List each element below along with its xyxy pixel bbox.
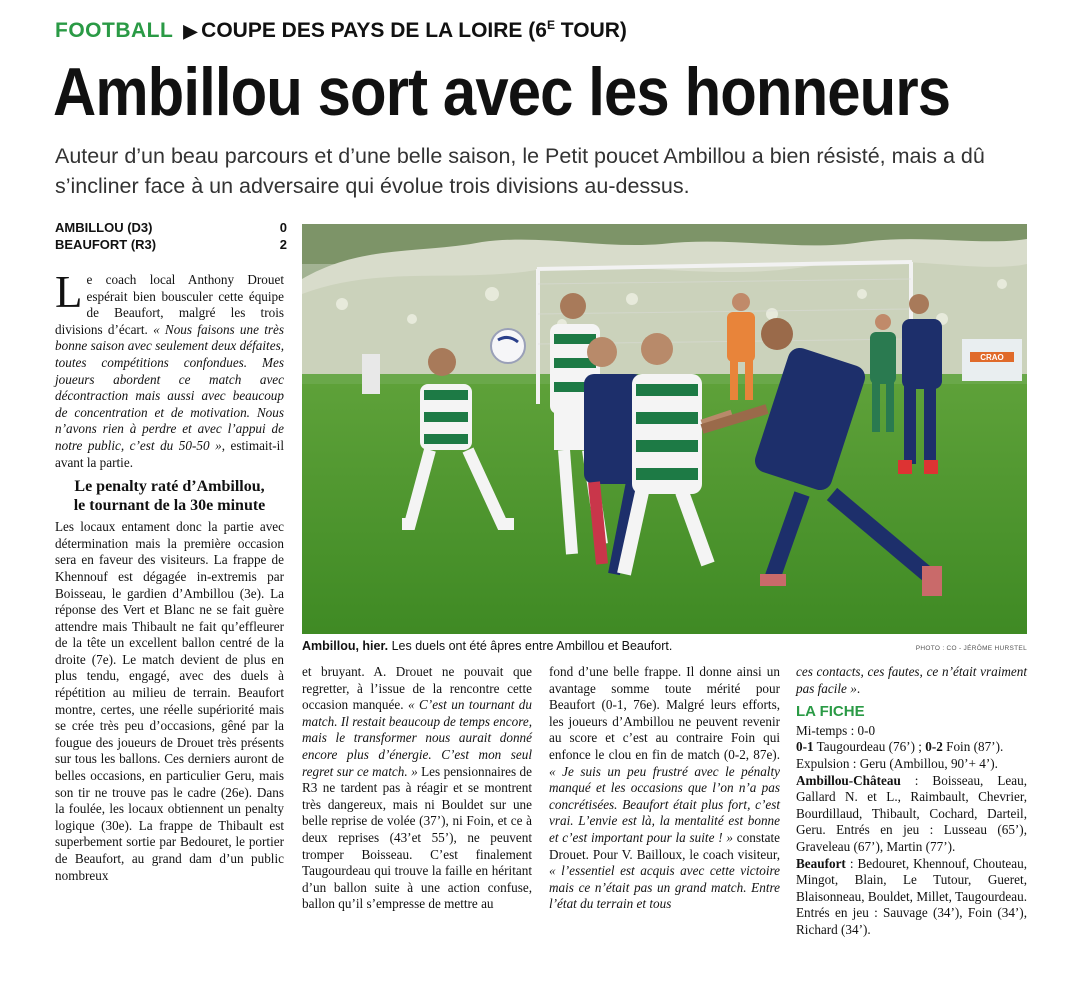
text: Les pensionnaires de R3 ne tardent pas à réagir et se montrent très dangereux, mais ni Bouldet sur une belle reprise de volée (37’), ni Foin, et ce à deux reprises (43’et 55’), ne peuvent tromper Boisseau. C’est finalement Taugourdeau qui trouve la faille en héritant d’un ballon suite à une action confuse, ballon qu’il s’empresse de mettre au xyxy=(302,763,532,912)
paragraph xyxy=(302,664,532,913)
intertitle xyxy=(55,477,284,515)
text: , estimait-il avant la partie. xyxy=(55,437,284,470)
team-label: Ambillou-Château xyxy=(796,772,901,788)
fiche-title: LA FICHE xyxy=(796,703,865,721)
text: . xyxy=(856,680,861,696)
goal-score: 0-2 xyxy=(925,739,943,755)
team-lineup: : Bedouret, Khennouf, Chouteau, Mingot, Blain, Le Tutour, Gueret, Blaisonneau, Bouldet, Millet, Taugourdeau. Entrés en jeu : Sauvage (34’), Foin (34’), Richard (34’). xyxy=(796,855,1027,937)
team-lineup: : Boisseau, Leau, Gallard N. et L., Raimbault, Chevrier, Bourdillaud, Thibault, Cochard, Darteil, Geru. Entrés en jeu : Lusseau (65’), Graveleau (67’), Martin (77’). xyxy=(796,772,1027,854)
text: fond d’une belle frappe. Il donne ainsi un avantage somme toute mérité pour Beaufort (0-1, 76e). Malgré leurs efforts, les joueurs d’Ambillou ne peuvent revenir au score et c’est au contraire Foin qui enfonce le clou en fin de match (0-2, 87e). xyxy=(549,664,780,762)
text: et bruyant. A. Drouet ne pouvait que regretter, à l’issue de la rencontre cette occasion manquée. xyxy=(302,664,532,713)
goal-text: Foin (87’). xyxy=(942,739,1004,755)
team-name: BEAUFORT (R3) xyxy=(55,237,157,252)
goal-score: 0-1 xyxy=(796,739,814,755)
team-goals: 2 xyxy=(279,237,287,252)
match-photo-illustration xyxy=(302,224,1027,634)
standfirst: Auteur d’un beau parcours et d’une belle saison, le Petit poucet Ambillou a bien résisté, mais a dû s’incliner face à un adversaire qui évolue trois divisions au-dessus. xyxy=(55,144,985,198)
fiche-team-home xyxy=(796,773,1027,856)
kicker xyxy=(55,18,627,43)
team-goals: 0 xyxy=(279,220,287,235)
intertitle-line: le tournant de la 30e minute xyxy=(73,497,266,515)
fiche-halftime: Mi-temps : 0-0 xyxy=(796,722,876,738)
advert-board-text: CRAO xyxy=(980,353,1004,362)
team-label: Beaufort xyxy=(796,855,846,871)
article-column-4 xyxy=(796,664,1027,939)
team-name: AMBILLOU (D3) xyxy=(55,220,153,235)
scoreboard xyxy=(55,219,287,253)
quote: « Nous faisons une très bonne saison avec seulement deux défaites, toutes compétitions confondues. Mes joueurs abordent ce match avec décontraction mais aussi avec beaucoup de concentration et de motivation. Nous n’avons rien à perdre et avec l’appui de notre public, c’est du 50-50 » xyxy=(55,321,285,453)
caption-body: Les duels ont été âpres entre Ambillou et Beaufort. xyxy=(388,639,673,653)
subsection-sup: E xyxy=(546,18,555,32)
drop-cap: L xyxy=(55,267,83,317)
quote: ces contacts, ces fautes, ce n’était vraiment pas facile » xyxy=(796,664,1027,696)
article-column-1 xyxy=(55,267,285,884)
subsection-label xyxy=(201,19,627,42)
intertitle-line: Le penalty raté d’Ambillou, xyxy=(74,478,265,496)
goal-text: Taugourdeau (76’) ; xyxy=(813,739,926,755)
paragraph xyxy=(55,267,285,471)
score-row xyxy=(55,219,287,236)
paragraph xyxy=(796,664,1027,697)
quote: « Je suis un peu frustré avec le pénalty manqué et les occasions que l’on n’a pas concrétisées. Beaufort était plus fort, c’est vrai. L’envie est là, la mentalité est bonne et c’est important pour la suite ! » xyxy=(549,763,780,845)
headline: Ambillou sort avec les honneurs xyxy=(53,54,951,130)
fiche-team-away xyxy=(796,856,1027,939)
triangle-icon: ▶ xyxy=(183,21,198,41)
article-column-3 xyxy=(549,664,780,913)
photo-credit: PHOTO : CO - JÉRÔME HURSTEL xyxy=(915,645,1027,652)
section-label: FOOTBALL xyxy=(55,19,174,42)
text: constate Drouet. Pour V. Bailloux, le coach visiteur, xyxy=(549,829,780,862)
subsection-suffix: TOUR) xyxy=(554,19,627,42)
article-column-2 xyxy=(302,664,532,913)
text: e coach local Anthony Drouet espérait bien bousculer cette équipe de Beaufort, malgré les trois divisions d’écart. xyxy=(55,272,284,337)
paragraph: Les locaux entament donc la partie avec détermination mais la première occasion sera en faveur des visiteurs. La frappe de Khennouf est dégagée in-extremis par Boisseau, le gardien d’Ambillou (3e). La réponse des Vert et Blanc ne se fait guère attendre mais Thibault ne fait qu’effleurer de la tête un excellent ballon centré de la droite (7e). Le match devient de plus en plus tendu, engagé, avec des duels à répétition au milieu de terrain. Beaufort montre, certes, une réelle supériorité mais se crée très peu d’occasions, gêné par la fougue des joueurs de Drouet très présents sur tous les ballons. Ces derniers auront de belles occasions, en particulier Geru, mais son tir ne trouve pas le cadre (26e). Dans la foulée, les locaux obtiennent un penalty logique (30e). La frappe de Thibault est superbement sortie par Bedouret, le portier de Beaufort, au grand dam d’un public nombreux xyxy=(55,519,284,883)
paragraph xyxy=(549,664,780,913)
fiche-expulsion: Expulsion : Geru (Ambillou, 90’+ 4’). xyxy=(796,755,998,771)
quote: « C’est un tournant du match. Il restait beaucoup de temps encore, mais le transformer nous aurait donné encore plus d’énergie. C’est mon seul regret sur ce match. » xyxy=(302,697,532,779)
quote: « l’essentiel est acquis avec cette victoire mais ce n’était pas un grand match. Entre l’état du terrain et tous xyxy=(549,863,780,912)
score-row xyxy=(55,236,287,253)
caption-text xyxy=(302,639,672,653)
caption-bold: Ambillou, hier. xyxy=(302,639,389,653)
fiche-goals xyxy=(796,739,1027,756)
match-photo xyxy=(302,224,1027,634)
subsection-prefix: COUPE DES PAYS DE LA LOIRE (6 xyxy=(201,19,547,42)
photo-caption xyxy=(302,639,1027,653)
